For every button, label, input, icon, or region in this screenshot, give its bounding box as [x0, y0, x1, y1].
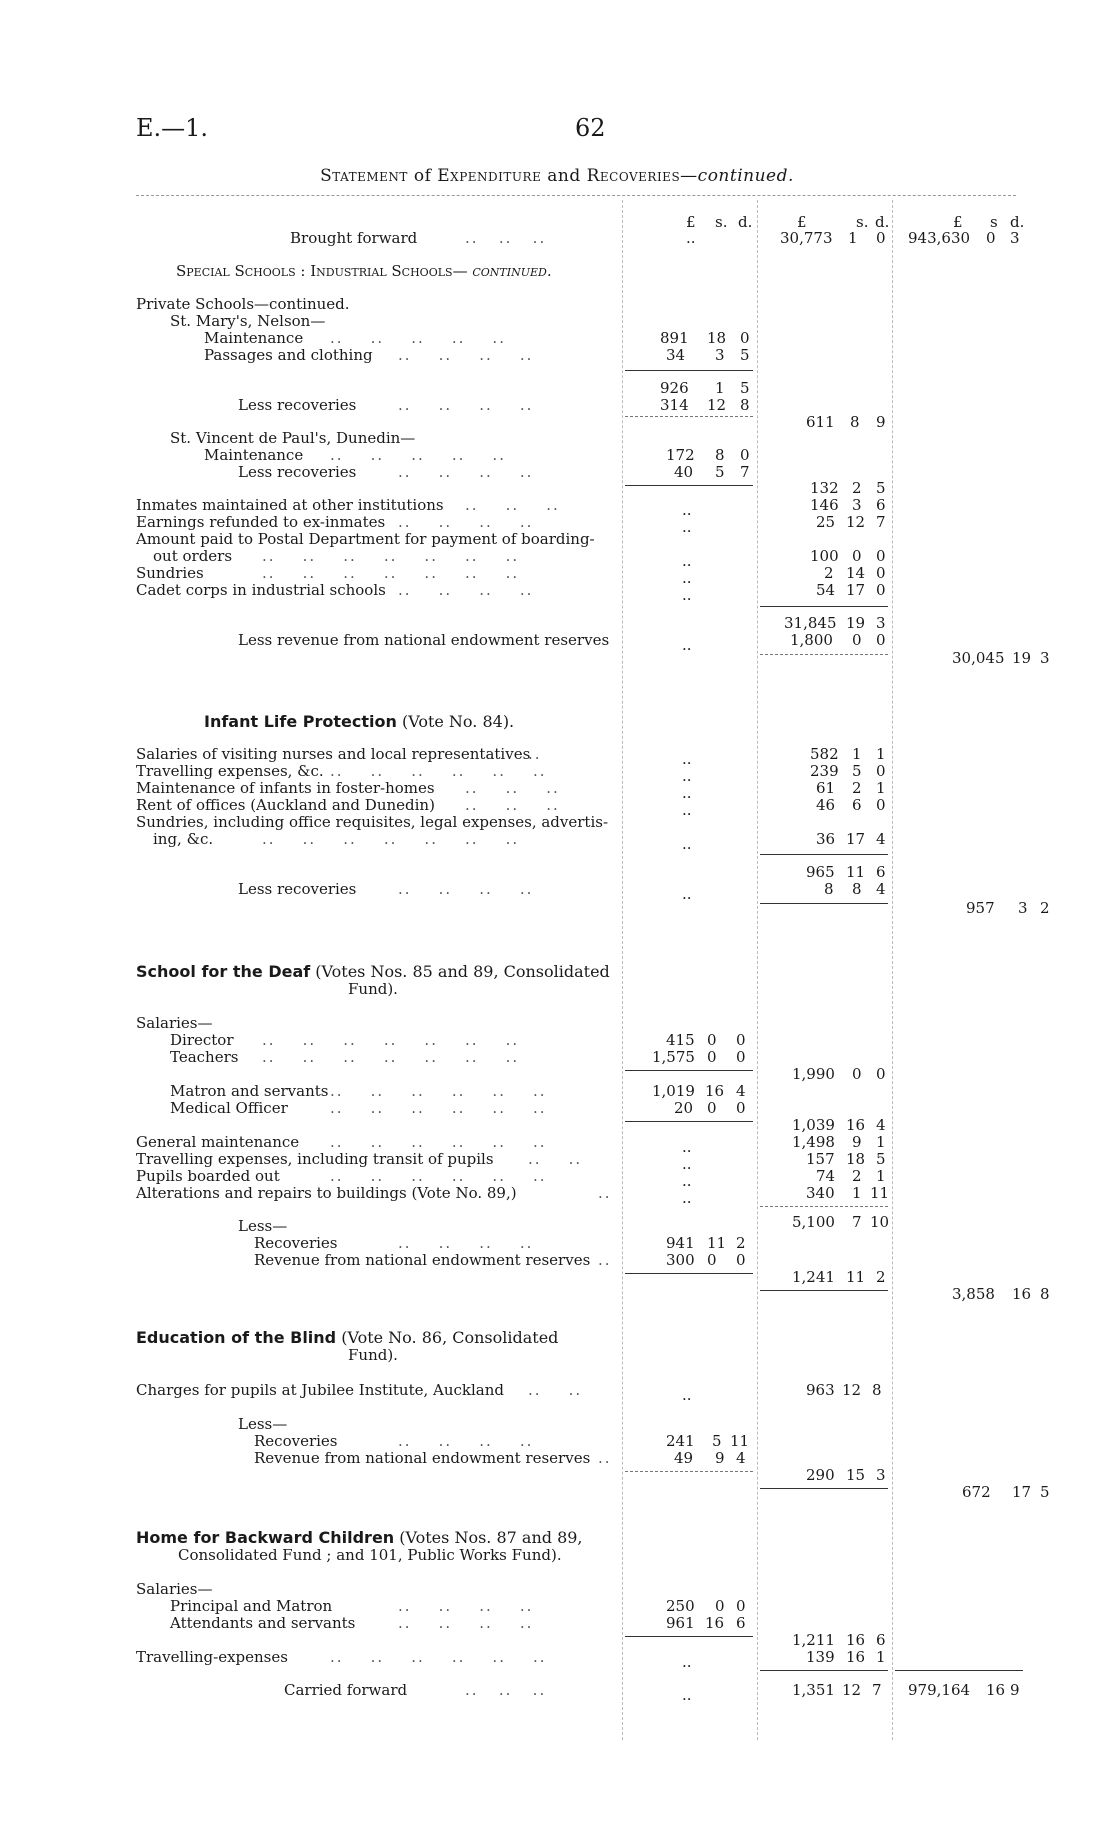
infant-sundries-label: Sundries, including office requisites, legal expenses, advertis- [136, 813, 609, 831]
subtotal-rule [625, 370, 753, 371]
total-rule [760, 1488, 888, 1489]
backward-vote-line2: Consolidated Fund ; and 101, Public Works Fund). [178, 1546, 562, 1564]
subtotal-rule [625, 1471, 753, 1472]
st-vincent-label: St. Vincent de Paul's, Dunedin— [170, 429, 416, 447]
total-rule [760, 606, 888, 607]
postal-label: Amount paid to Postal Department for payment of boarding- [136, 530, 595, 548]
deaf-less-label: Less— [238, 1217, 288, 1235]
private-schools-heading: Private Schools—continued. [136, 295, 350, 313]
total-rule [760, 1206, 888, 1207]
title-rule [136, 195, 1016, 196]
report-reference: E.—1. [136, 114, 209, 142]
column-divider [757, 200, 758, 1740]
subtotal-rule [625, 1070, 753, 1071]
column-divider [622, 200, 623, 1740]
total-rule [760, 654, 888, 655]
total-rule [895, 1670, 1023, 1671]
st-marys-label: St. Mary's, Nelson— [170, 312, 326, 330]
infant-life-heading: Infant Life Protection (Vote No. 84). [204, 712, 515, 731]
document-page: E.—1. 62 Statement of Expenditure and Recoveries—continued. £ s. d. £ s. d. £ s d. Brought forward .. .. .. .. 30,773 1 0 943,630 0 3 Special Schools : Industrial Schools— continued. Private Schools—continued. St. Mary's, Nelson— Maintenance .. .. .. .. .. 891 18 0 Passages and clothing .. .. .. .. 34 3 5 926 1 5 Less recoveries .. .. .. .. 314 12 8 611 8 9 St. Vincent de Paul's, Dunedin— Maintenance .. .. .. .. .. 172 8 0 Less recoveries .. .. .. .. 40 5 7 132 2 5 Inmates maintained at other institutions .. .. .. .. 146 3 6 Earnings refunded to ex-inmates .. .. .. .. .. 25 12 7 Amount paid to Postal Department for payment of boarding- out orders .. .. .. .. .. .. .. .. 100 0 0 Sundries .. .. .. .. .. .. .. .. 2 14 0 Cadet corps in industrial schools .. .. .. .. .. 54 17 0 31,845 19 3 Less revenue from national endowment reserves .. 1,800 0 0 30,045 19 3 Infant Life Protection (Vote No. 84). Salaries of visiting nurses and local representatives .. .. 582 1 1 Travelling expenses, &c. .. .. .. .. .. .. .. 239 5 0 Maintenance of infants in foster-homes .. .. .. .. 61 2 1 Rent of offices (Auckland and Dunedin) .. .. .. .. 46 6 0 Sundries, including office requisites, legal expenses, advertis- ing, &c. .. .. .. .. .. .. .. .. 36 17 4 965 11 6 Less recoveries .. .. .. .. .. 8 8 4 957 3 2 School for the Deaf (Votes Nos. 85 and 89, Consolidated Fund). Salaries— Director .. .. .. .. .. .. .. 415 0 0 Teachers .. .. .. .. .. .. .. 1,575 0 0 1,990 0 0 Matron and servants .. .. .. .. .. .. 1,019 16 4 Medical Officer .. .. .. .. .. .. 20 0 0 1,039 16 4 General maintenance .. .. .. .. .. .. .. 1,498 9 1 Travelling expenses, including transit of pupils .. .. .. 157 18 5 Pupils boarded out .. .. .. .. .. .. .. 74 2 1 Alterations and repairs to buildings (Vote No. 89,) .. .. 340 1 11 5,100 7 10 Less— Recoveries .. .. .. .. 941 11 2 Revenue from national endowment reserves .. 300 0 0 1,241 11 2 3,858 16 8 Education of the Blind (Vote No. 86, Consolidated Fund). Charges for pupils at Jubilee Institute, Auckland .. .. .. 963 12 8 Less— Recoveries .. .. .. .. 241 5 11 Revenue from national endowment reserves .. 49 9 4 290 15 3 672 17 5 Home for Backward Children (Votes Nos. 87 and 89, Consolidated Fund ; and 101, Public Works Fund). Salaries— Principal and Matron .. .. .. .. 250 0 0 Attendants and servants .. .. .. .. 961 16 6 1,211 16 6 Travelling-expenses .. .. .. .. .. .. .. 139 16 1 Carried forward .. .. .. .. 1,351 12 7 979,164 16 9 [0, 0, 1114, 1841]
column-divider [892, 200, 893, 1740]
deaf-school-heading: School for the Deaf (Votes Nos. 85 and 89, Consolidated [136, 962, 610, 981]
blind-less-label: Less— [238, 1415, 288, 1433]
backward-children-heading: Home for Backward Children (Votes Nos. 87 and 89, [136, 1528, 583, 1547]
page-number: 62 [575, 114, 606, 142]
total-rule [760, 903, 888, 904]
backward-salaries-label: Salaries— [136, 1580, 213, 1598]
subtotal-rule [625, 1121, 753, 1122]
subtotal-rule [625, 485, 753, 486]
total-rule [760, 1670, 888, 1671]
subtotal-rule [625, 416, 753, 417]
total-rule [760, 1290, 888, 1291]
deaf-vote-line2: Fund). [348, 980, 398, 998]
blind-education-heading: Education of the Blind (Vote No. 86, Consolidated [136, 1328, 559, 1347]
subtotal-rule [625, 1273, 753, 1274]
subtotal-rule [625, 1636, 753, 1637]
deaf-salaries-label: Salaries— [136, 1014, 213, 1032]
total-rule [760, 854, 888, 855]
blind-vote-line2: Fund). [348, 1346, 398, 1364]
page-title: Statement of Expenditure and Recoveries—continued. [320, 166, 794, 186]
special-schools-heading: Special Schools : Industrial Schools— continued. [176, 262, 552, 280]
